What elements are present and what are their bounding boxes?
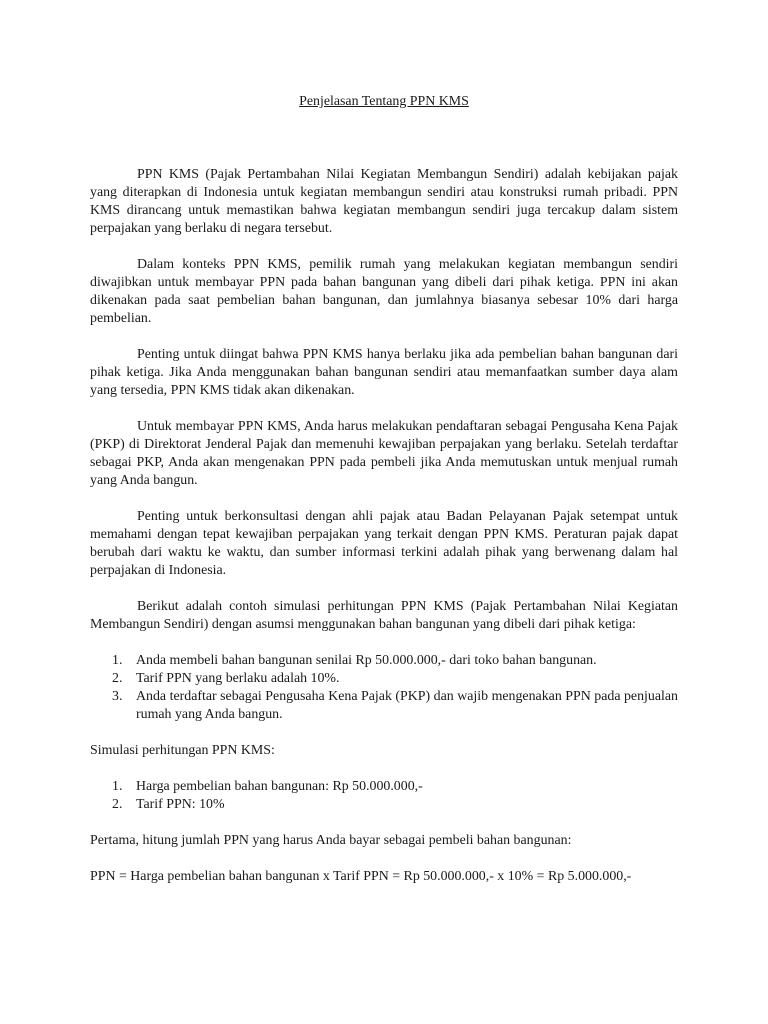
list-item-text: Anda membeli bahan bangunan senilai Rp 50.000.000,- dari toko bahan bangunan. (136, 653, 597, 668)
formula-text: PPN = Harga pembelian bahan bangunan x Tarif PPN = Rp 50.000.000,- x 10% = Rp 5.000.000,- (90, 869, 632, 884)
simulation-list (90, 778, 678, 814)
paragraph-note: Penting untuk diingat bahwa PPN KMS hanya berlaku jika ada pembelian bahan bangunan dari pihak ketiga. Jika Anda menggunakan bahan bangunan sendiri atau memanfaatkan sumber daya alam yang tersedia, PPN KMS tidak akan dikenakan. (90, 347, 678, 398)
document-body (90, 93, 678, 904)
list-item-text: Harga pembelian bahan bangunan: Rp 50.000.000,- (136, 779, 423, 794)
list-item-text: Tarif PPN: 10% (136, 797, 225, 812)
list-number: 2. (112, 671, 123, 686)
paragraph-intro: PPN KMS (Pajak Pertambahan Nilai Kegiatan Membangun Sendiri) adalah kebijakan pajak yang diterapkan di Indonesia untuk kegiatan membangun sendiri atau konstruksi rumah pribadi. PPN KMS dirancang untuk memastikan bahwa kegiatan membangun sendiri juga tercakup dalam sistem perpajakan yang berlaku di negara tersebut. (90, 167, 678, 236)
list-number: 1. (112, 653, 123, 668)
document-title: Penjelasan Tentang PPN KMS (299, 94, 469, 109)
list-item (90, 688, 678, 724)
step-text: Pertama, hitung jumlah PPN yang harus Anda bayar sebagai pembeli bahan bangunan: (90, 833, 572, 848)
list-item-text: Anda terdaftar sebagai Pengusaha Kena Pajak (PKP) dan wajib mengenakan PPN pada penjualan rumah yang Anda bangun. (136, 689, 678, 722)
paragraph-consultation: Penting untuk berkonsultasi dengan ahli pajak atau Badan Pelayanan Pajak setempat untuk memahami dengan tepat kewajiban perpajakan yang terkait dengan PPN KMS. Peraturan pajak dapat berubah dari waktu ke waktu, dan sumber informasi terkini adalah pihak yang berwenang dalam hal perpajakan di Indonesia. (90, 509, 678, 578)
list-number: 1. (112, 779, 123, 794)
paragraph-context: Dalam konteks PPN KMS, pemilik rumah yang melakukan kegiatan membangun sendiri diwajibkan untuk membayar PPN pada bahan bangunan yang dibeli dari pihak ketiga. PPN ini akan dikenakan pada saat pembelian bahan bangunan, dan jumlahnya biasanya sebesar 10% dari harga pembelian. (90, 257, 678, 326)
list-item (90, 652, 678, 670)
paragraph-registration: Untuk membayar PPN KMS, Anda harus melakukan pendaftaran sebagai Pengusaha Kena Pajak (PKP) di Direktorat Jenderal Pajak dan memenuhi kewajiban perpajakan yang berlaku. Setelah terdaftar sebagai PKP, Anda akan mengenakan PPN pada pembeli jika Anda memutuskan untuk menjual rumah yang Anda bangun. (90, 419, 678, 488)
list-item (90, 796, 678, 814)
list-item (90, 670, 678, 688)
assumption-list (90, 652, 678, 724)
list-number: 3. (112, 689, 123, 704)
list-item (90, 778, 678, 796)
paragraph-example-intro: Berikut adalah contoh simulasi perhitungan PPN KMS (Pajak Pertambahan Nilai Kegiatan Membangun Sendiri) dengan asumsi menggunakan bahan bangunan yang dibeli dari pihak ketiga: (90, 599, 678, 632)
list-number: 2. (112, 797, 123, 812)
simulation-heading: Simulasi perhitungan PPN KMS: (90, 743, 275, 758)
list-item-text: Tarif PPN yang berlaku adalah 10%. (136, 671, 340, 686)
